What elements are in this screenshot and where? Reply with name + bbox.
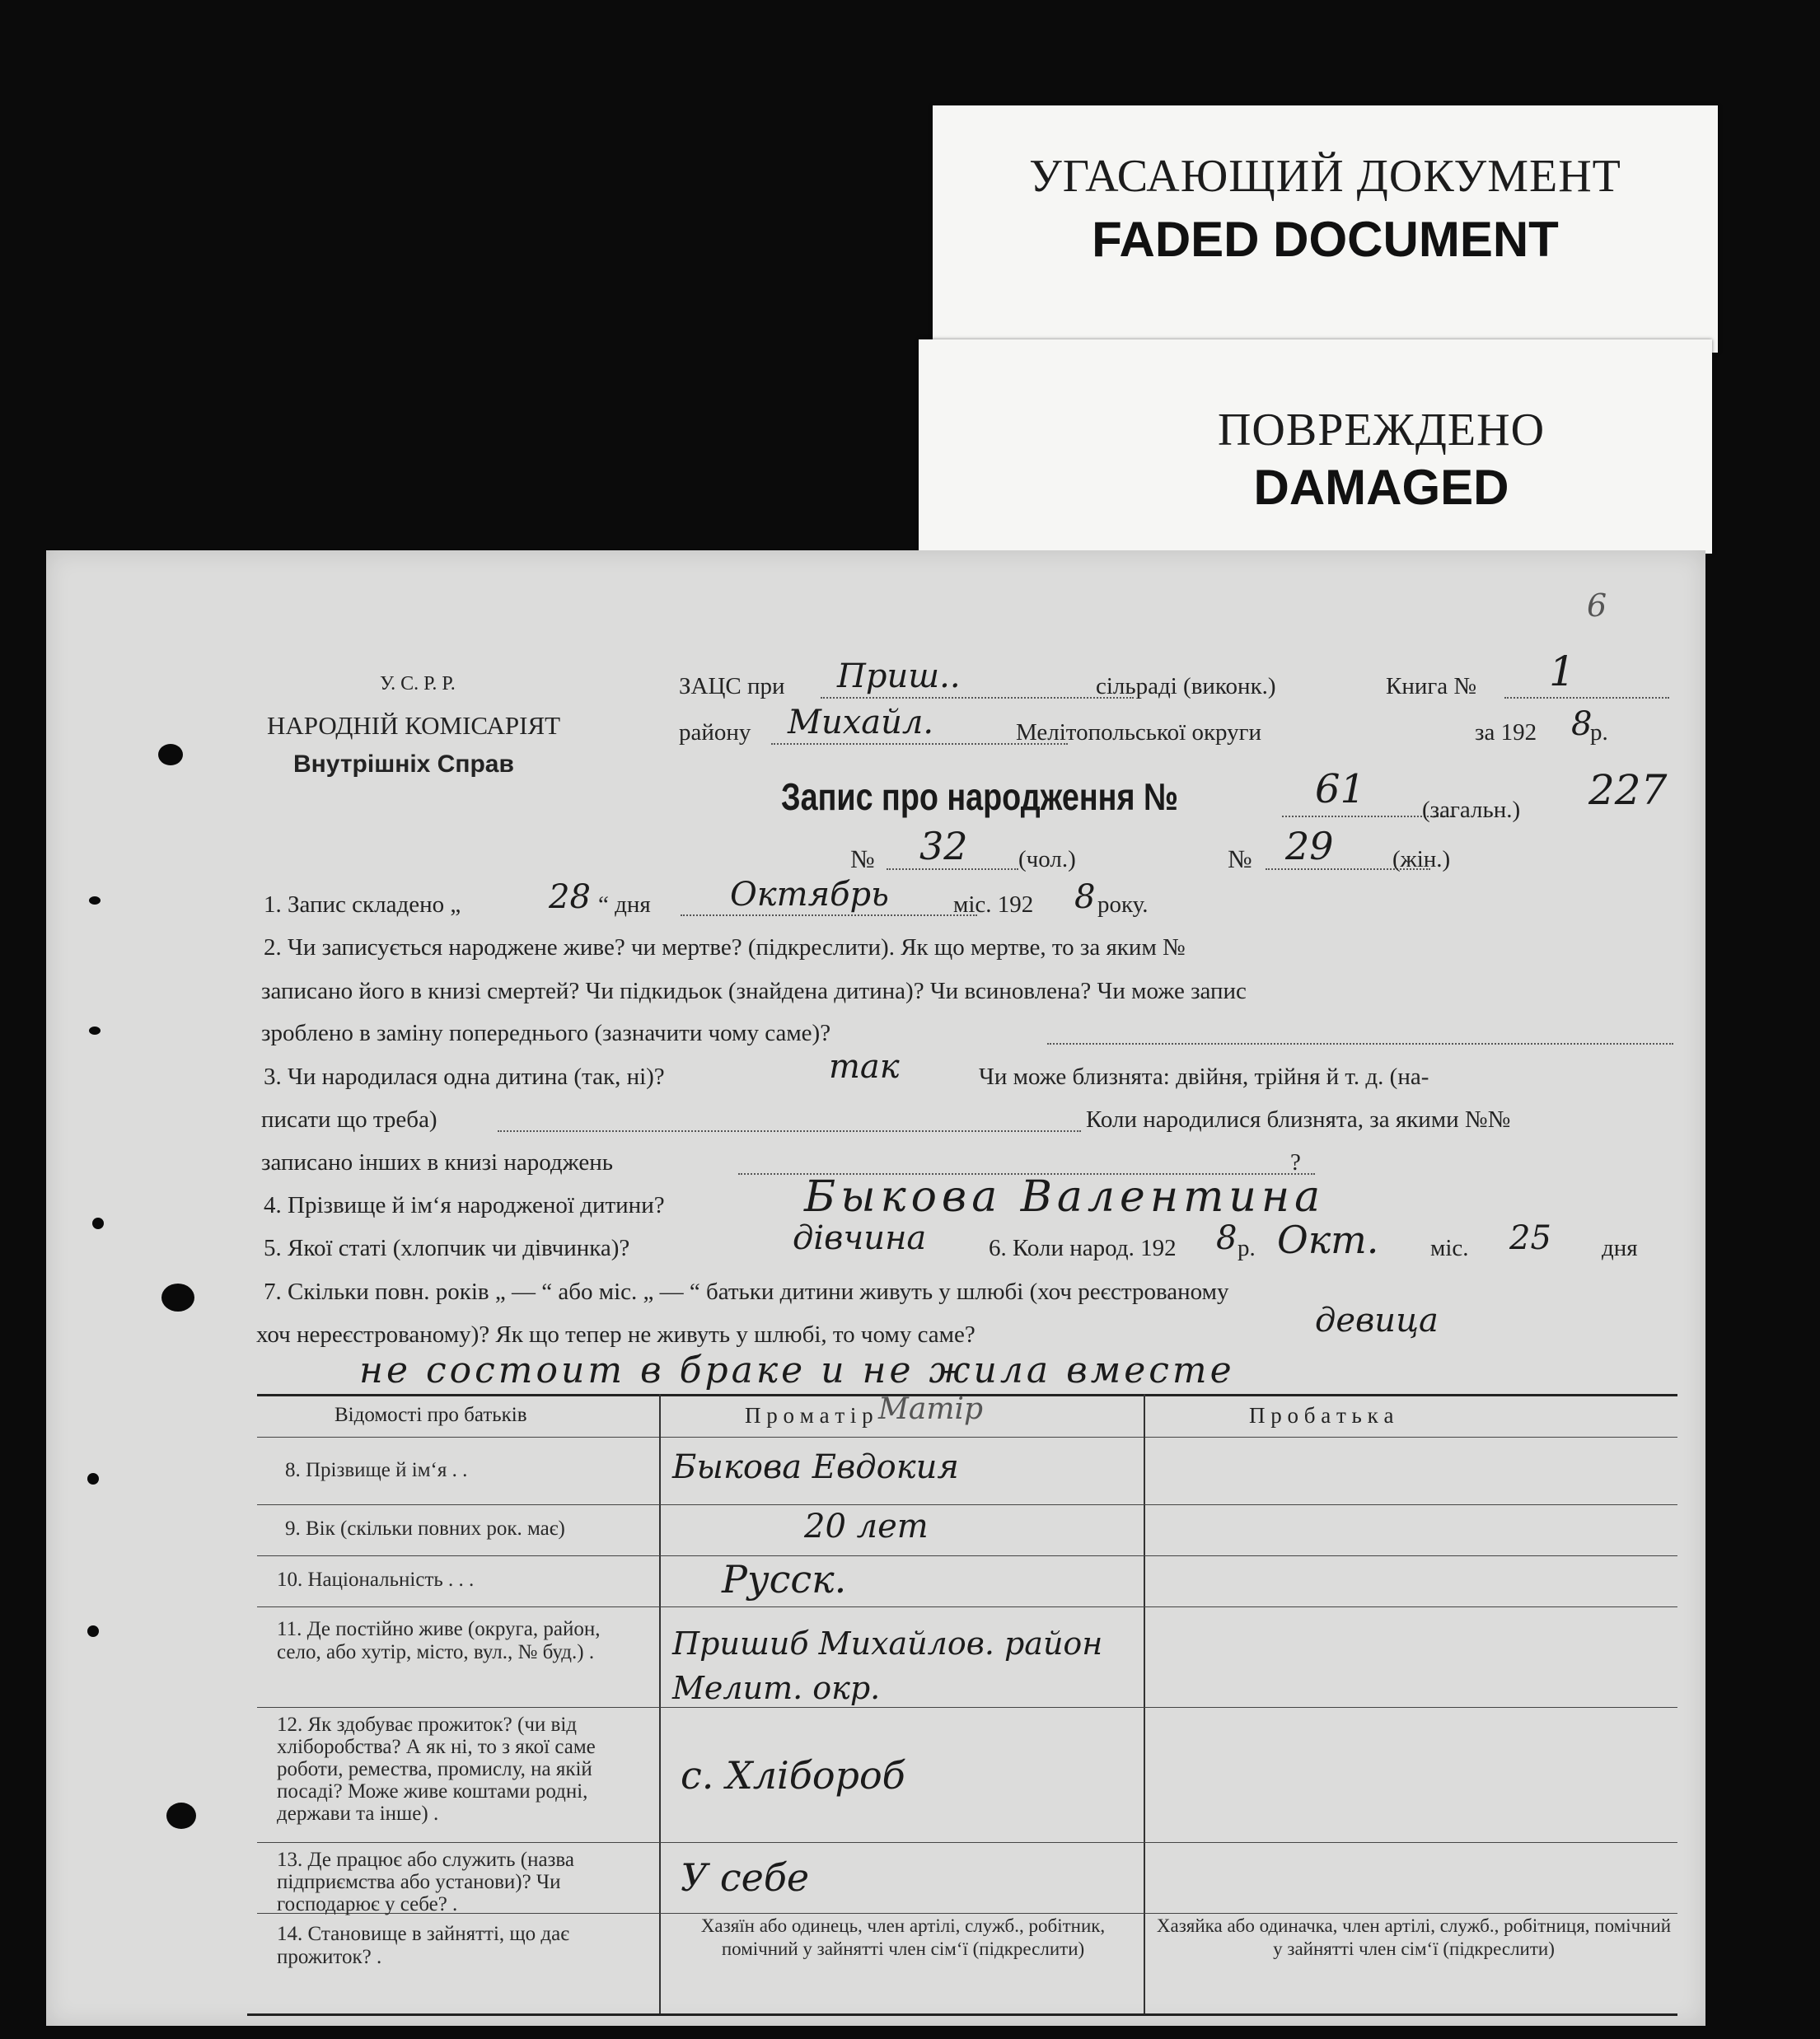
zags-prefix: ЗАЦС при [679, 673, 785, 699]
row12-label: 12. Як здобуває прожиток? (чи від хліборобства? А як ні, то з якої саме роботи, ремества, промислу, на якій посаді? Може живе коштами родні, держави та інше) . [277, 1714, 596, 1825]
item3-line3: записано інших в книзі народжень [261, 1149, 613, 1176]
faded-en-text: FADED DOCUMENT [1092, 212, 1559, 267]
row14-father-text: Хазяйка або одиначка, член артілі, служб., робітниця, помічний у зайнятті член сім‘ї (підкреслити) [1156, 1915, 1672, 1959]
zags-line [821, 697, 1134, 699]
item1-c: міс. 192 [953, 891, 1034, 918]
row-border [257, 1842, 1677, 1843]
item3-line2a: писати що треба) [261, 1106, 437, 1133]
damaged-label [919, 339, 1712, 554]
rayon-handwritten: Михайл. [788, 704, 934, 741]
item1-day-handwritten: 28 [549, 878, 591, 916]
item6-month-handwritten: Окт. [1277, 1218, 1379, 1262]
table-header-father: П р о б а т ь к а [1249, 1403, 1394, 1428]
chol-no-label: № [850, 844, 875, 873]
row12-mother-handwritten: с. Хлібороб [681, 1753, 905, 1798]
book-handwritten: 1 [1549, 648, 1575, 695]
punch-hole [89, 896, 101, 905]
item1-b: “ дня [598, 891, 651, 918]
table-col-divider-1 [659, 1394, 661, 2013]
commissariat-header: НАРОДНІЙ КОМІСАРІЯТ [267, 711, 561, 740]
zags-handwritten: Приш.. [837, 657, 961, 695]
punch-hole [87, 1473, 99, 1485]
table-header-border [257, 1437, 1677, 1438]
row13-mother-handwritten: У себе [681, 1855, 810, 1900]
row8-label: 8. Прізвище й ім‘я . . [285, 1459, 468, 1481]
book-label: Книга № [1386, 673, 1477, 699]
punch-hole [166, 1803, 196, 1829]
rayon-label: району [679, 719, 751, 746]
item7-line2: хоч нереєстрованому)? Як що тепер не живуть у шлюбі, то чому саме? [256, 1321, 976, 1348]
chol-line [887, 868, 1018, 870]
punch-hole [87, 1625, 99, 1637]
item1-month-line [681, 914, 977, 916]
row-border [257, 1555, 1677, 1556]
row10-label: 10. Національність . . . [277, 1569, 475, 1591]
zhin-label: (жін.) [1392, 846, 1451, 872]
ussr-header: У. С. Р. Р. [380, 673, 456, 694]
dept-header: Внутрішніх Справ [293, 751, 514, 778]
item1-month-handwritten: Октябрь [730, 876, 889, 914]
item2-line3-blank [1047, 1043, 1673, 1045]
table-header-mother: П р о м а т і р [745, 1403, 873, 1428]
damaged-ru-text: ПОВРЕЖДЕНО [1217, 405, 1546, 456]
table-header-mother-handwritten: Матір [878, 1392, 984, 1426]
item3-handwritten: так [829, 1048, 900, 1086]
item7-handwritten-1: девица [1315, 1302, 1439, 1340]
row8-mother-handwritten: Быкова Евдокия [672, 1448, 959, 1486]
row-border [257, 1606, 1677, 1607]
row14-mother-text: Хазяїн або одинець, член артілі, служб., робітник, помічний у зайнятті член сім‘ї (підкреслити) [700, 1915, 1106, 1959]
item6-day-handwritten: 25 [1509, 1219, 1551, 1257]
item3-a: 3. Чи народилася одна дитина (так, ні)? [264, 1064, 665, 1090]
item6-dnya: дня [1602, 1235, 1638, 1261]
chol-label: (чол.) [1018, 846, 1076, 872]
silradi-label: сільраді (виконк.) [1096, 673, 1276, 699]
okrug-label: Мелітопольської округи [1016, 719, 1262, 746]
row11-label: 11. Де постійно живе (округа, район, село, або хутір, місто, вул., № буд.) . [277, 1618, 601, 1663]
birth-record-sheet [46, 550, 1705, 2026]
item5-handwritten: дівчина [793, 1219, 927, 1257]
row-border [257, 1504, 1677, 1505]
year-handwritten: 8 [1571, 705, 1593, 743]
punch-hole [89, 1027, 101, 1035]
item3-b: Чи може близнята: двійня, трійня й т. д. (на- [979, 1064, 1429, 1090]
item2-line1: 2. Чи записується народжене живе? чи мертве? (підкреслити). Як що мертве, то за яким № [264, 934, 1186, 961]
side-handwritten-number: 227 [1588, 766, 1668, 814]
punch-hole [158, 744, 183, 765]
record-title: Запис про народження № [781, 775, 1179, 818]
item3-question: ? [1290, 1149, 1301, 1176]
zhin-no-label: № [1228, 844, 1252, 873]
item7-line1: 7. Скільки повн. років „ — “ або міс. „ — “ батьки дитини живуть у шлюбі (хоч реєстрованому [264, 1279, 1229, 1305]
item6-r: р. [1238, 1235, 1256, 1261]
item6-year-handwritten: 8 [1216, 1219, 1238, 1257]
book-line [1504, 697, 1669, 699]
row9-mother-handwritten: 20 лет [804, 1508, 929, 1546]
corner-handwritten-number: 6 [1587, 587, 1607, 624]
record-no-handwritten: 61 [1315, 766, 1366, 812]
item5-label: 5. Якої статі (хлопчик чи дівчинка)? [264, 1235, 630, 1261]
item7-handwritten-2: не состоит в браке и не жила вместе [359, 1349, 1235, 1391]
row14-label: 14. Становище в зайнятті, що дає прожиток? . [277, 1923, 569, 1968]
item2-line3: зроблено в заміну попереднього (зазначити чому саме)? [261, 1020, 831, 1046]
row9-label: 9. Вік (скільки повних рок. має) [285, 1518, 565, 1540]
table-col-divider-2 [1144, 1394, 1145, 2013]
faded-document-label [933, 105, 1718, 353]
row13-label: 13. Де працює або служить (назва підприємства або установи)? Чи господарює у себе? . [277, 1849, 574, 1915]
table-bottom-border [247, 2013, 1677, 2016]
faded-ru-text: УГАСАЮЩИЙ ДОКУМЕНТ [1029, 151, 1621, 202]
chol-handwritten: 32 [919, 824, 968, 868]
year-prefix: за 192 [1475, 719, 1537, 746]
item4-label: 4. Прізвище й ім‘я народженої дитини? [264, 1192, 665, 1218]
year-suffix: р. [1590, 719, 1608, 746]
item3-line2b: Коли народилися близнята, за якими №№ [1086, 1106, 1511, 1133]
punch-hole [92, 1218, 104, 1229]
item6-mis: міс. [1430, 1235, 1469, 1261]
item3-line2-blank [498, 1130, 1081, 1132]
item1-a: 1. Запис складено „ [264, 891, 461, 918]
item6-label: 6. Коли народ. 192 [989, 1235, 1177, 1261]
table-header-parents: Відомості про батьків [335, 1404, 527, 1426]
item4-handwritten: Быкова Валентина [804, 1172, 1326, 1222]
zhin-handwritten: 29 [1285, 824, 1334, 868]
item1-d: року. [1097, 891, 1149, 918]
row10-mother-handwritten: Русск. [722, 1557, 847, 1602]
item2-line2: записано його в книзі смертей? Чи підкидьок (знайдена дитина)? Чи всиновлена? Чи може запис [261, 978, 1247, 1004]
zagaln-label: (загальн.) [1422, 797, 1521, 823]
row11-mother-handwritten: Пришиб Михайлов. район Мелит. окр. [672, 1625, 1103, 1706]
punch-hole [161, 1284, 194, 1312]
damaged-en-text: DAMAGED [1253, 460, 1509, 515]
item1-year-handwritten: 8 [1074, 878, 1096, 916]
